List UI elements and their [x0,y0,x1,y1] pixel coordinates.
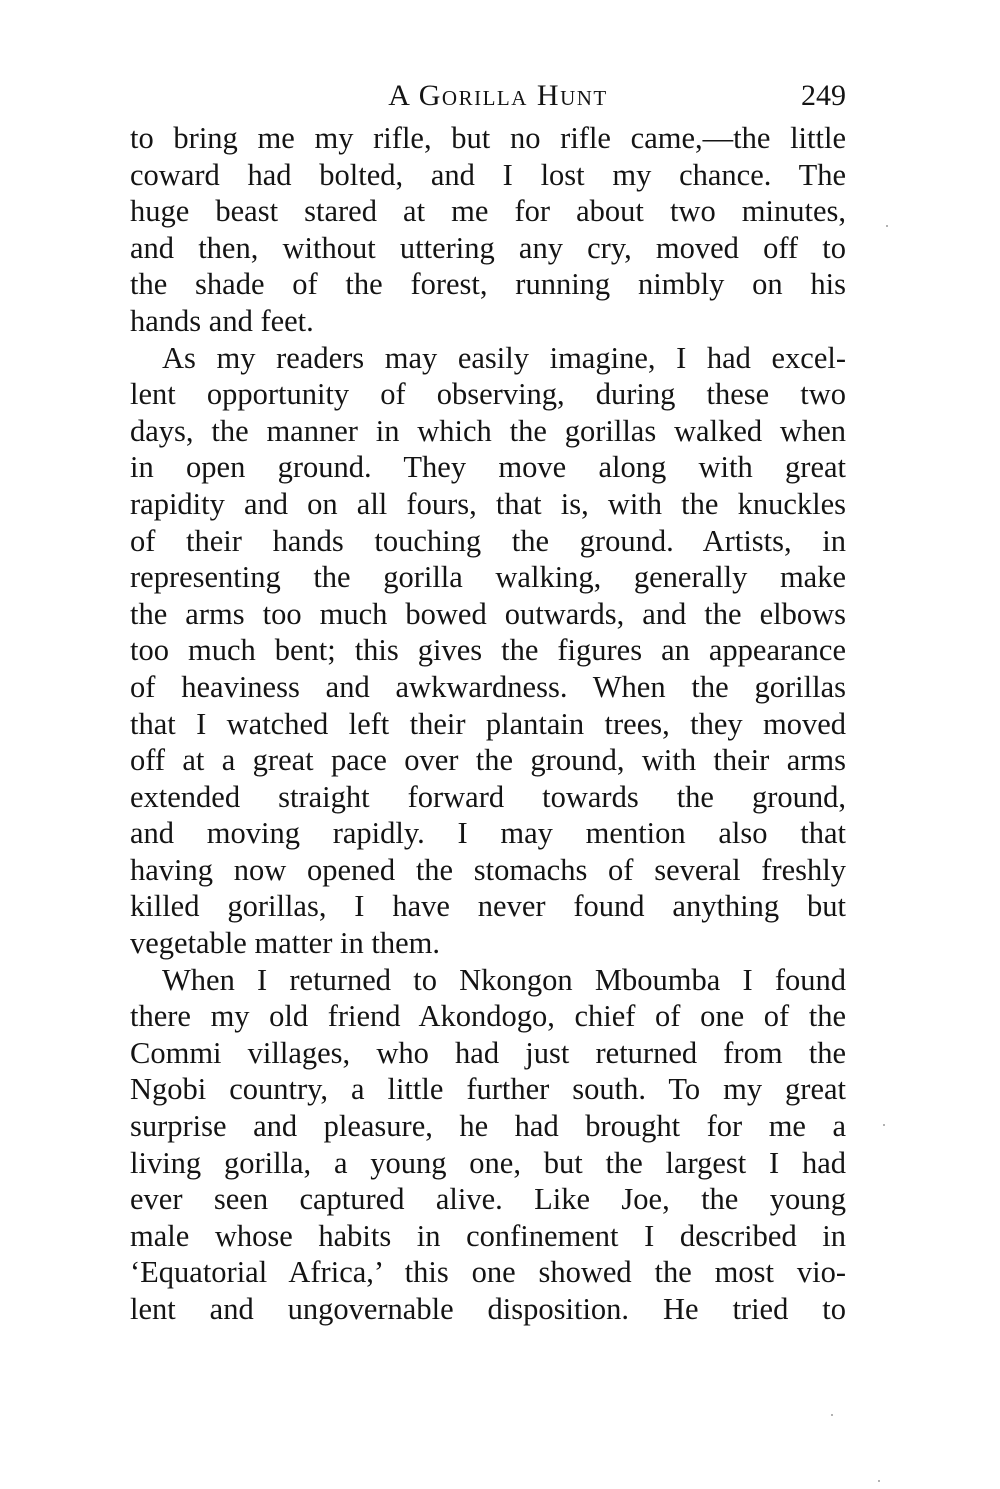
text-line: As my readers may easily imagine, I had excel- [162,340,846,375]
text-line: too much bent; this gives the figures an appearance [130,633,846,668]
running-title: A Gorilla Hunt [388,79,608,112]
text-line: of heaviness and awkwardness. When the gorillas [130,669,846,704]
paragraph-1 [130,120,846,340]
text-line: vegetable matter in them. [130,926,440,961]
text-line: When I returned to Nkongon Mboumba I found [162,962,846,997]
text-line: the arms too much bowed outwards, and the elbows [130,596,846,631]
text-line: coward had bolted, and I lost my chance. The [130,157,846,192]
text-line: in open ground. They move along with great [130,450,846,485]
text-line: of their hands touching the ground. Artists, in [130,523,846,558]
text-line: Ngobi country, a little further south. To my great [130,1072,846,1107]
text-line: and then, without uttering any cry, moved off to [130,230,846,265]
text-line: rapidity and on all fours, that is, with the knuckles [130,486,846,521]
text-line: off at a great pace over the ground, with their arms [130,743,846,778]
text-line: days, the manner in which the gorillas walked when [130,413,846,448]
text-line: having now opened the stomachs of several freshly [130,852,846,887]
text-line: there my old friend Akondogo, chief of one of the [130,999,846,1034]
scan-speck [886,225,888,227]
paragraph-3 [130,962,846,1328]
text-line: that I watched left their plantain trees, they moved [130,706,846,741]
text-line: lent and ungovernable disposition. He tried to [130,1292,846,1326]
text-line: to bring me my rifle, but no rifle came,—the little [130,121,846,155]
text-line: Commi villages, who had just returned from the [130,1035,846,1070]
text-line: killed gorillas, I have never found anything but [130,889,846,924]
scan-speck [831,1414,833,1416]
paragraph-2 [130,340,846,962]
text-line: ‘Equatorial Africa,’ this one showed the most vio- [130,1255,846,1290]
text-line: lent opportunity of observing, during these two [130,377,846,412]
text-line: ever seen captured alive. Like Joe, the young [130,1182,846,1217]
scan-speck [883,1124,885,1126]
text-line: extended straight forward towards the ground, [130,779,846,814]
body-text [130,120,846,1328]
text-line: representing the gorilla walking, generally make [130,560,846,595]
running-head [130,76,846,120]
text-line: and moving rapidly. I may mention also that [130,816,846,851]
text-line: huge beast stared at me for about two minutes, [130,194,846,229]
text-line: male whose habits in confinement I described in [130,1218,846,1253]
text-line: hands and feet. [130,303,314,338]
book-page [130,76,846,1328]
text-line: surprise and pleasure, he had brought for me a [130,1109,846,1144]
text-line: living gorilla, a young one, but the largest I had [130,1145,846,1180]
scan-speck [878,1480,880,1482]
text-line: the shade of the forest, running nimbly on his [130,267,846,302]
page-number: 249 [801,79,846,112]
